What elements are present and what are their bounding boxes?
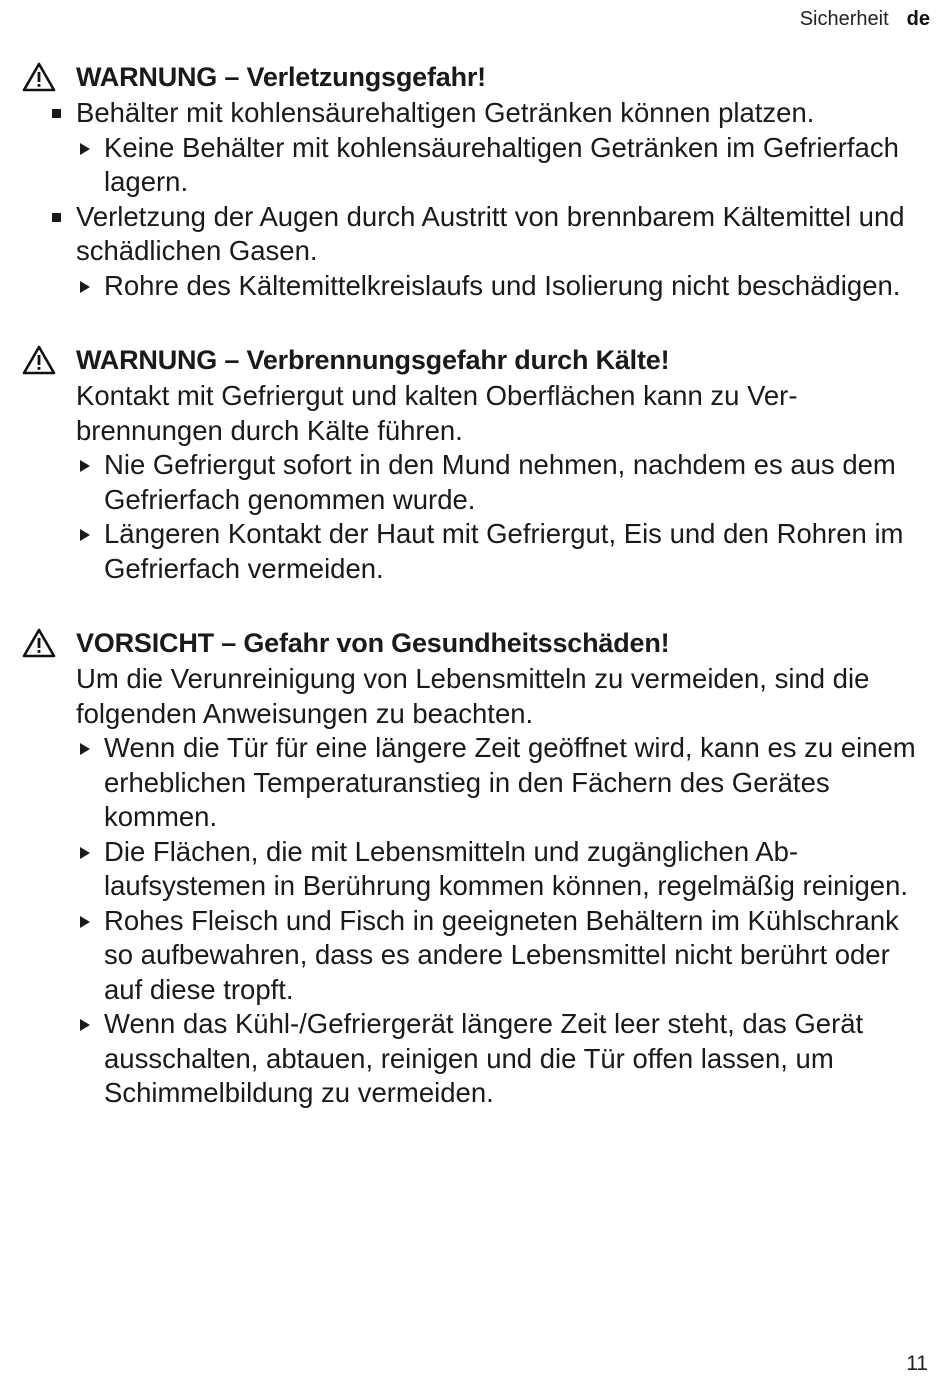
section-title-text: VORSICHT – Gefahr von Gesundheitsschäden!	[76, 627, 670, 658]
caution-section-health	[22, 624, 932, 1111]
action-step: Keine Behälter mit kohlensäurehaltigen Getränken im Gefrierfach lagern.	[22, 131, 932, 200]
warning-section-cold-burn	[22, 341, 932, 586]
action-step: Rohes Fleisch und Fisch in geeigneten Behältern im Kühlschrank so aufbewahren, dass es andere Lebensmittel nicht berührt oder auf diese tropft.	[22, 904, 932, 1008]
section-title	[22, 58, 932, 96]
section-intro: Um die Verunreinigung von Lebensmitteln zu vermeiden, sind die folgenden Anweisungen zu beachten.	[76, 663, 870, 729]
warning-triangle-icon	[22, 62, 56, 92]
section-title-text: WARNUNG – Verbrennungsgefahr durch Kälte!	[76, 344, 670, 375]
section-intro: Kontakt mit Gefriergut und kalten Oberflächen kann zu Verbrennungen durch Kälte führen.	[76, 380, 798, 446]
action-step: Wenn das Kühl-/Gefriergerät längere Zeit leer steht, das Gerät ausschalten, abtauen, reinigen und die Tür offen lassen, um Schimmelbildung zu vermeiden.	[22, 1007, 932, 1111]
hazard-bullet: Verletzung der Augen durch Austritt von brennbarem Kältemittel und schädlichen Gasen.	[22, 200, 932, 269]
header-language: de	[906, 8, 930, 30]
warning-section-injury	[22, 58, 932, 303]
page-number: 11	[906, 1352, 928, 1375]
warning-triangle-icon	[22, 628, 56, 658]
section-title-text: WARNUNG – Verletzungsgefahr!	[76, 61, 486, 92]
section-title	[22, 341, 932, 379]
warning-triangle-icon	[22, 345, 56, 375]
header-section-title: Sicherheit	[799, 8, 889, 30]
action-step: Wenn die Tür für eine längere Zeit geöffnet wird, kann es zu einem erheblichen Temperaturanstieg in den Fächern des Gerätes kommen.	[22, 731, 932, 835]
page-header	[800, 8, 930, 31]
action-step: Rohre des Kältemittelkreislaufs und Isolierung nicht beschädigen.	[22, 269, 932, 304]
action-step: Längeren Kontakt der Haut mit Gefriergut, Eis und den Rohren im Gefrierfach vermeiden.	[22, 517, 932, 586]
section-title	[22, 624, 932, 662]
hazard-bullet: Behälter mit kohlensäurehaltigen Getränken können platzen.	[22, 96, 932, 131]
action-step: Nie Gefriergut sofort in den Mund nehmen, nachdem es aus dem Gefrierfach genommen wurde.	[22, 448, 932, 517]
safety-content	[22, 58, 932, 1149]
action-step: Die Flächen, die mit Lebensmitteln und zugänglichen Ablaufsystemen in Berührung kommen können, regelmäßig reinigen.	[22, 835, 932, 904]
